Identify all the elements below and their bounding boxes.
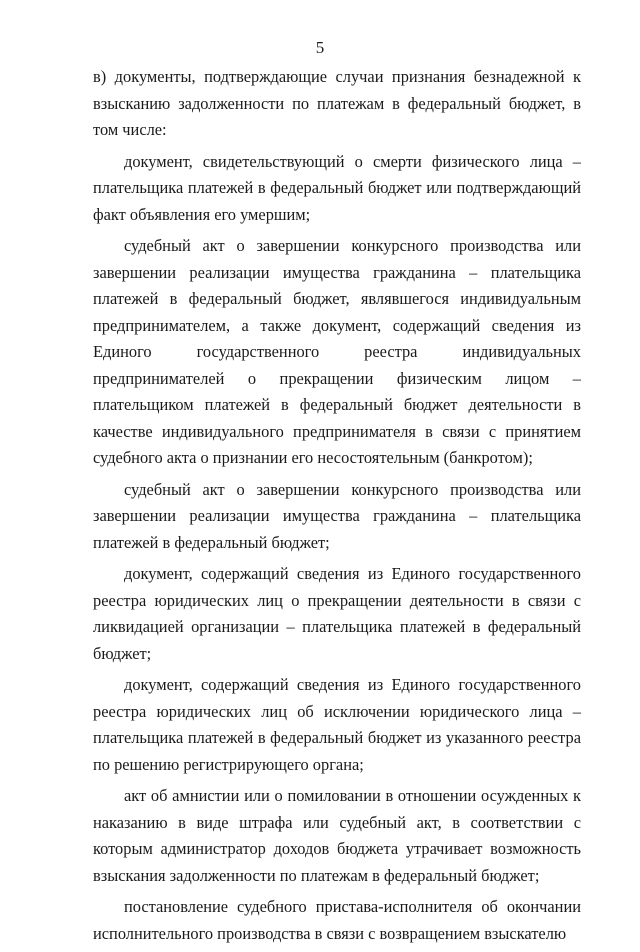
paragraph-liquidation: документ, содержащий сведения из Единого государственного реестра юридических лиц о прекращении деятельности в связи с ликвидацией организации – плательщика платежей в федеральный бюджет; xyxy=(93,564,581,663)
document-body xyxy=(93,64,581,952)
paragraph-bankruptcy-citizen: судебный акт о завершении конкурсного производства или завершении реализации имущества гражданина – плательщика платежей в федеральный бюджет; xyxy=(93,479,581,552)
paragraph-death-document: документ, свидетельствующий о смерти физического лица – плательщика платежей в федеральный бюджет или подтверждающий факт объявления его умершим; xyxy=(93,151,581,224)
paragraph-amnesty: акт об амнистии или о помиловании в отношении осужденных к наказанию в виде штрафа или судебный акт, в соответствии с которым администратор доходов бюджета утрачивает возможность взыскания задолженности по платежам в федеральный бюджет; xyxy=(93,786,581,885)
paragraph-bailiff-resolution: постановление судебного пристава-исполнителя об окончании исполнительного производства в связи с возвращением взыскателю xyxy=(93,897,581,943)
paragraph-documents-intro: в) документы, подтверждающие случаи признания безнадежной к взысканию задолженности по платежам в федеральный бюджет, в том числе: xyxy=(93,67,581,139)
page-number: 5 xyxy=(315,38,325,57)
paragraph-bankruptcy-entrepreneur: судебный акт о завершении конкурсного производства или завершении реализации имущества гражданина – плательщика платежей в федеральный бюджет, являвшегося индивидуальным предпринимателем, а также документ, содержащий сведения из Единого государственного реестра индивидуальных предпринимателей о прекращении физическим лицом – плательщиком платежей в федеральный бюджет деятельности в качестве индивидуального предпринимателя в связи с принятием судебного акта о признании его несостоятельным (банкротом); xyxy=(93,236,581,467)
paragraph-exclusion: документ, содержащий сведения из Единого государственного реестра юридических лиц об исключении юридического лица – плательщика платежей в федеральный бюджет из указанного реестра по решению регистрирующего органа; xyxy=(93,675,581,774)
